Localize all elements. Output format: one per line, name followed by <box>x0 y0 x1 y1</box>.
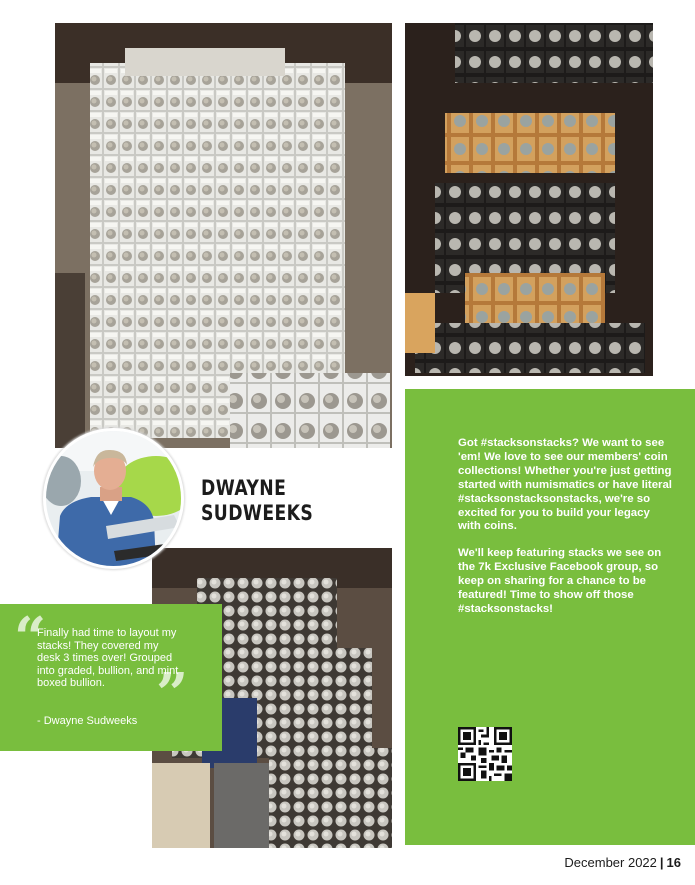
issue-date: December 2022 <box>564 855 657 870</box>
member-name <box>201 476 313 526</box>
quote-text: Finally had time to layout my stacks! They covered my desk 3 times over! Grouped into graded, bullion, and mint boxed bullion. <box>37 627 179 690</box>
mint-boxed-coins-photo <box>405 23 653 376</box>
footer-separator: | <box>659 855 664 870</box>
graded-coins-photo <box>55 23 392 448</box>
promo-paragraph-1: Got #stacksonstacks? We want to see 'em! We love to see our members' coin collections! Whether you're just getting started with numismatics or have literal #stacksonstacksonstacks, we're so excited for you to build your legacy with coins. <box>458 437 672 533</box>
qr-code[interactable] <box>458 727 512 781</box>
page-number: 16 <box>666 855 681 870</box>
member-last-name: SUDWEEKS <box>201 501 314 525</box>
member-first-name: DWAYNE <box>201 476 287 500</box>
quote-author: - Dwayne Sudweeks <box>37 715 138 727</box>
promo-text <box>458 437 673 630</box>
member-avatar <box>46 431 181 566</box>
open-quote-icon: “ <box>14 605 47 671</box>
page-footer <box>564 855 681 870</box>
close-quote-icon: ” <box>156 661 189 727</box>
promo-paragraph-2: We'll keep featuring stacks we see on the 7k Exclusive Facebook group, so keep on sharing for a chance to be featured! Time to show off those #stacksonstacks! <box>458 547 662 615</box>
